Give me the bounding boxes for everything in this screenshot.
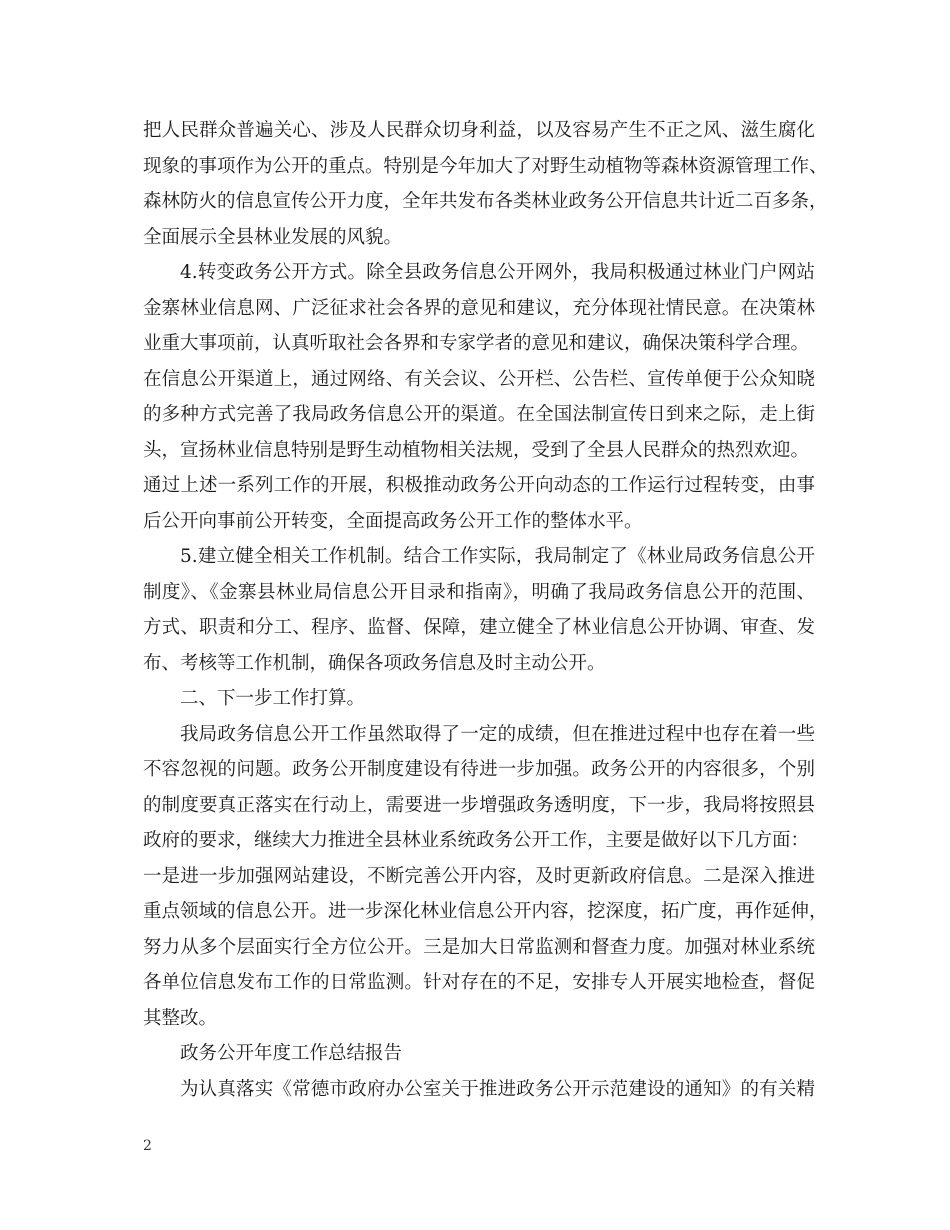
- text-line: 方式、职责和分工、程序、监督、保障，建立健全了林业信息公开协调、审查、发: [143, 617, 815, 638]
- body-text: [143, 113, 828, 1107]
- text-line: 不容忽视的问题。政务公开制度建设有待进一步加强。政务公开的内容很多，个别: [143, 759, 815, 780]
- text-line: 制度》、《金寨县林业局信息公开目录和指南》，明确了我局政务信息公开的范围、: [143, 581, 815, 603]
- text-line: 金寨林业信息网、广泛征求社会各界的意见和建议，充分体现社情民意。在决策林: [143, 297, 815, 319]
- text-line: 全面展示全县林业发展的风貌。: [143, 226, 403, 248]
- text-line: 政务公开年度工作总结报告: [180, 1043, 403, 1064]
- text-line: 在信息公开渠道上，通过网络、有关会议、公开栏、公告栏、宣传单便于公众知晓: [143, 368, 815, 390]
- text-line: 4.转变政务公开方式。除全县政务信息公开网外，我局积极通过林业门户网站: [180, 262, 815, 283]
- text-line: 为认真落实《常德市政府办公室关于推进政务公开示范建设的通知》的有关精: [180, 1078, 815, 1100]
- text-line: 布、考核等工作机制，确保各项政务信息及时主动公开。: [143, 652, 606, 674]
- text-line: 后公开向事前公开转变，全面提高政务公开工作的整体水平。: [143, 510, 643, 532]
- page-number: 2: [143, 1138, 152, 1154]
- text-line: 现象的事项作为公开的重点。特别是今年加大了对野生动植物等森林资源管理工作、: [143, 155, 828, 177]
- text-line: 头，宣扬林业信息特别是野生动植物相关法规，受到了全县人民群众的热烈欢迎。: [143, 439, 810, 461]
- text-line: 努力从多个层面实行全方位公开。三是加大日常监测和督查力度。加强对林业系统: [143, 936, 815, 958]
- text-line: 各单位信息发布工作的日常监测。针对存在的不足，安排专人开展实地检查，督促: [143, 972, 815, 993]
- text-line: 其整改。: [143, 1007, 218, 1029]
- text-line: 的制度要真正落实在行动上，需要进一步增强政务透明度，下一步，我局将按照县: [143, 794, 815, 816]
- text-line: 业重大事项前，认真听取社会各界和专家学者的意见和建议，确保决策科学合理。: [143, 333, 810, 354]
- text-line: 的多种方式完善了我局政务信息公开的渠道。在全国法制宣传日到来之际，走上街: [143, 404, 815, 425]
- text-line: 二、下一步工作打算。: [180, 688, 366, 709]
- text-line: 政府的要求，继续大力推进全县林业系统政务公开工作，主要是做好以下几方面：: [143, 830, 810, 851]
- text-line: 我局政务信息公开工作虽然取得了一定的成绩，但在推进过程中也存在着一些: [180, 723, 815, 745]
- text-line: 通过上述一系列工作的开展，积极推动政务公开向动态的工作运行过程转变，由事: [143, 475, 815, 496]
- text-line: 一是进一步加强网站建设，不断完善公开内容，及时更新政府信息。二是深入推进: [143, 865, 815, 887]
- text-line: 重点领域的信息公开。进一步深化林业信息公开内容，挖深度，拓广度，再作延伸，: [143, 901, 828, 922]
- text-line: 把人民群众普遍关心、涉及人民群众切身利益，以及容易产生不正之风、滋生腐化: [143, 120, 815, 141]
- text-line: 5.建立健全相关工作机制。结合工作实际，我局制定了《林业局政务信息公开: [180, 546, 815, 567]
- text-line: 森林防火的信息宣传公开力度，全年共发布各类林业政务公开信息共计近二百多条，: [143, 191, 828, 212]
